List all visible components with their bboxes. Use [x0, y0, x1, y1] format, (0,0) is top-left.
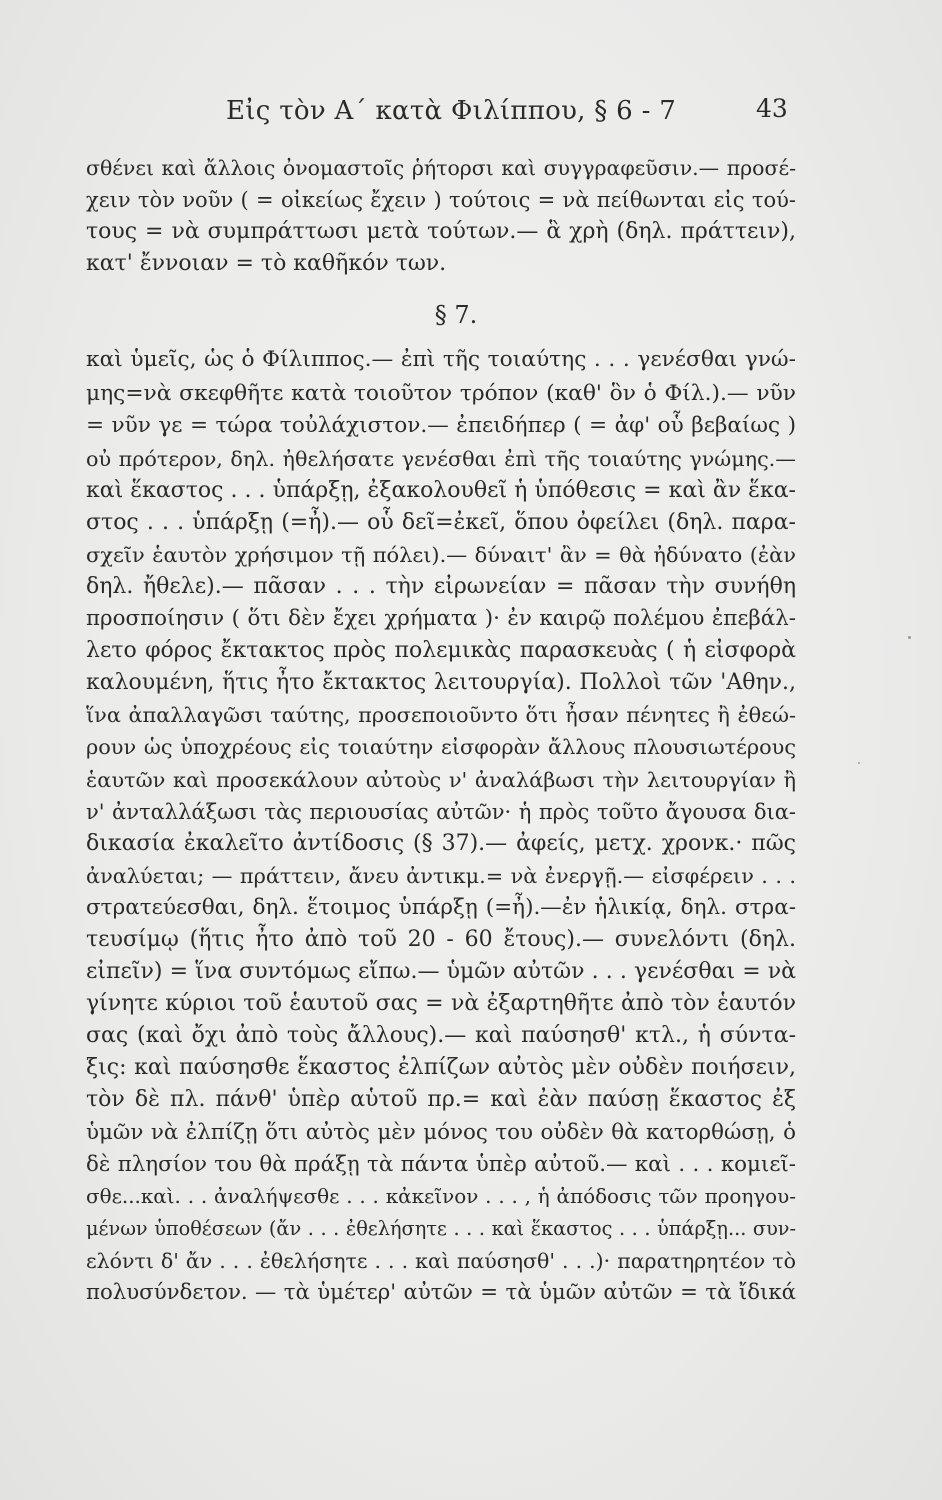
section-heading: § 7.: [434, 301, 478, 330]
text-line: εἰπεῖν) = ἵνα συντόμως εἴπω.— ὑμῶν αὐτῶν . . . γενέσθαι = νὰ: [86, 959, 796, 985]
body-text: [86, 152, 796, 1309]
paper-speck: [908, 636, 911, 639]
text-line: τευσίμῳ (ἥτις ἦτο ἀπὸ τοῦ 20 - 60 ἔτους).— συνελόντι (δηλ.: [86, 926, 796, 952]
text-line: ἑαυτῶν καὶ προσεκάλουν αὐτοὺς ν' ἀναλάβωσι τὴν λειτουργίαν ἢ: [86, 767, 796, 792]
paper-speck: [858, 762, 860, 764]
text-line: ρουν ὡς ὑποχρέους εἰς τοιαύτην εἰσφορὰν ἄλλους πλουσιωτέρους: [86, 735, 796, 760]
text-line: ν' ἀνταλλάξωσι τὰς περιουσίας αὐτῶν· ἡ πρὸς τοῦτο ἄγουσα δια-: [86, 798, 796, 824]
text-line: τους = νὰ συμπράττωσι μετὰ τούτων.— ἃ χρὴ (δηλ. πράττειν),: [86, 219, 796, 245]
text-line: χειν τὸν νοῦν ( = οἰκείως ἔχειν ) τούτοις = νὰ πείθωνται εἰς τού-: [86, 187, 796, 213]
text-line: σθένει καὶ ἄλλοις ὀνομαστοῖς ῥήτορσι καὶ συγγραφεῦσιν.— προσέ-: [86, 156, 796, 180]
text-line: ὑμῶν νὰ ἐλπίζῃ ὅτι αὐτὸς μὲν μόνος του οὐδὲν θὰ κατορθώσῃ, ὁ: [86, 1119, 796, 1145]
text-line: πολυσύνδετον. — τὰ ὑμέτερ' αὐτῶν = τὰ ὑμῶν αὐτῶν = τὰ ἴδικά: [86, 1280, 796, 1305]
text-line: καλουμένη, ἥτις ἦτο ἔκτακτος λειτουργία). Πολλοὶ τῶν 'Αθην.,: [86, 670, 796, 696]
text-line: τὸν δὲ πλ. πάνθ' ὑπὲρ αὑτοῦ πρ.= καὶ ἐὰν παύσῃ ἕκαστος ἐξ: [86, 1087, 796, 1113]
text-line: δὲ πλησίον του θὰ πράξῃ τὰ πάντα ὑπὲρ αὐτοῦ.— καὶ . . . κομιεῖ-: [86, 1151, 796, 1177]
text-line: στρατεύεσθαι, δηλ. ἕτοιμος ὑπάρξῃ (=ἦ).—ἐν ἡλικίᾳ, δηλ. στρα-: [86, 894, 796, 920]
text-line: ξις: καὶ παύσησθε ἕκαστος ἐλπίζων αὐτὸς μὲν οὐδὲν ποιήσειν,: [86, 1055, 796, 1081]
text-line: λετο φόρος ἔκτακτος πρὸς πολεμικὰς παρασκευὰς ( ἡ εἰσφορὰ: [86, 638, 796, 664]
text-line: μένων ὑποθέσεων (ἄν . . . ἐθελήσητε . . . καὶ ἕκαστος . . . ὑπάρξῃ... συν-: [86, 1216, 796, 1240]
text-line: ἵνα ἀπαλλαγῶσι ταύτης, προσεποιοῦντο ὅτι ἦσαν πένητες ἢ ἐθεώ-: [86, 703, 796, 728]
text-line: οὐ πρότερον, δηλ. ἠθελήσατε γενέσθαι ἐπὶ τῆς τοιαύτης γνώμης.—: [86, 446, 796, 471]
page-header: [0, 90, 942, 130]
text-line: ελόντι δ' ἄν . . . ἐθελήσητε . . . καὶ παύσησθ' . . .)· παρατηρητέον τὸ: [86, 1248, 796, 1273]
text-line: καὶ ἕκαστος . . . ὑπάρξῃ, ἐξακολουθεῖ ἡ ὑπόθεσις = καὶ ἂν ἕκα-: [86, 477, 796, 503]
text-line: δικασία ἐκαλεῖτο ἀντίδοσις (§ 37).— ἀφείς, μετχ. χρονκ.· πῶς: [86, 830, 796, 856]
text-line: μης=νὰ σκεφθῆτε κατὰ τοιοῦτον τρόπον (καθ' ὃν ὁ Φίλ.).— νῦν: [86, 381, 796, 407]
text-line: καὶ ὑμεῖς, ὡς ὁ Φίλιππος.— ἐπὶ τῆς τοιαύτης . . . γενέσθαι γνώ-: [86, 347, 796, 373]
text-line: δηλ. ἤθελε).— πᾶσαν . . . τὴν εἰρωνείαν = πᾶσαν τὴν συνήθη: [86, 573, 796, 599]
text-line: σθε...καὶ. . . ἀναλήψεσθε . . . κἀκεῖνον . . . , ἡ ἀπόδοσις τῶν προηγου-: [86, 1184, 796, 1208]
text-line: στος . . . ὑπάρξῃ (=ἦ).— οὗ δεῖ=ἐκεῖ, ὅπου ὀφείλει (δηλ. παρα-: [86, 509, 796, 535]
text-line: ἀναλύεται; — πράττειν, ἄνευ ἀντικμ.= νὰ ἐνεργῇ.— εἰσφέρειν . . .: [86, 863, 796, 888]
text-line: = νῦν γε = τώρα τοὐλάχιστον.— ἐπειδήπερ ( = ἀφ' οὗ βεβαίως ): [86, 413, 796, 439]
running-head: Εἰς τὸν Α΄ κατὰ Φιλίππου, § 6 - 7: [226, 96, 677, 126]
text-line: γίνητε κύριοι τοῦ ἑαυτοῦ σας = νὰ ἐξαρτηθῆτε ἀπὸ τὸν ἑαυτόν: [86, 991, 796, 1017]
text-line: προσποίησιν ( ὅτι δὲν ἔχει χρήματα )· ἐν καιρῷ πολέμου ἐπεβάλ-: [86, 606, 796, 632]
text-line: σχεῖν ἑαυτὸν χρήσιμον τῇ πόλει).— δύναιτ' ἂν = θὰ ἠδύνατο (ἐὰν: [86, 542, 796, 567]
page-number: 43: [756, 94, 788, 123]
text-line: κατ' ἔννοιαν = τὸ καθῆκόν των.: [86, 251, 447, 277]
text-line: σας (καὶ ὄχι ἀπὸ τοὺς ἄλλους).— καὶ παύσησθ' κτλ., ἡ σύντα-: [86, 1023, 796, 1049]
